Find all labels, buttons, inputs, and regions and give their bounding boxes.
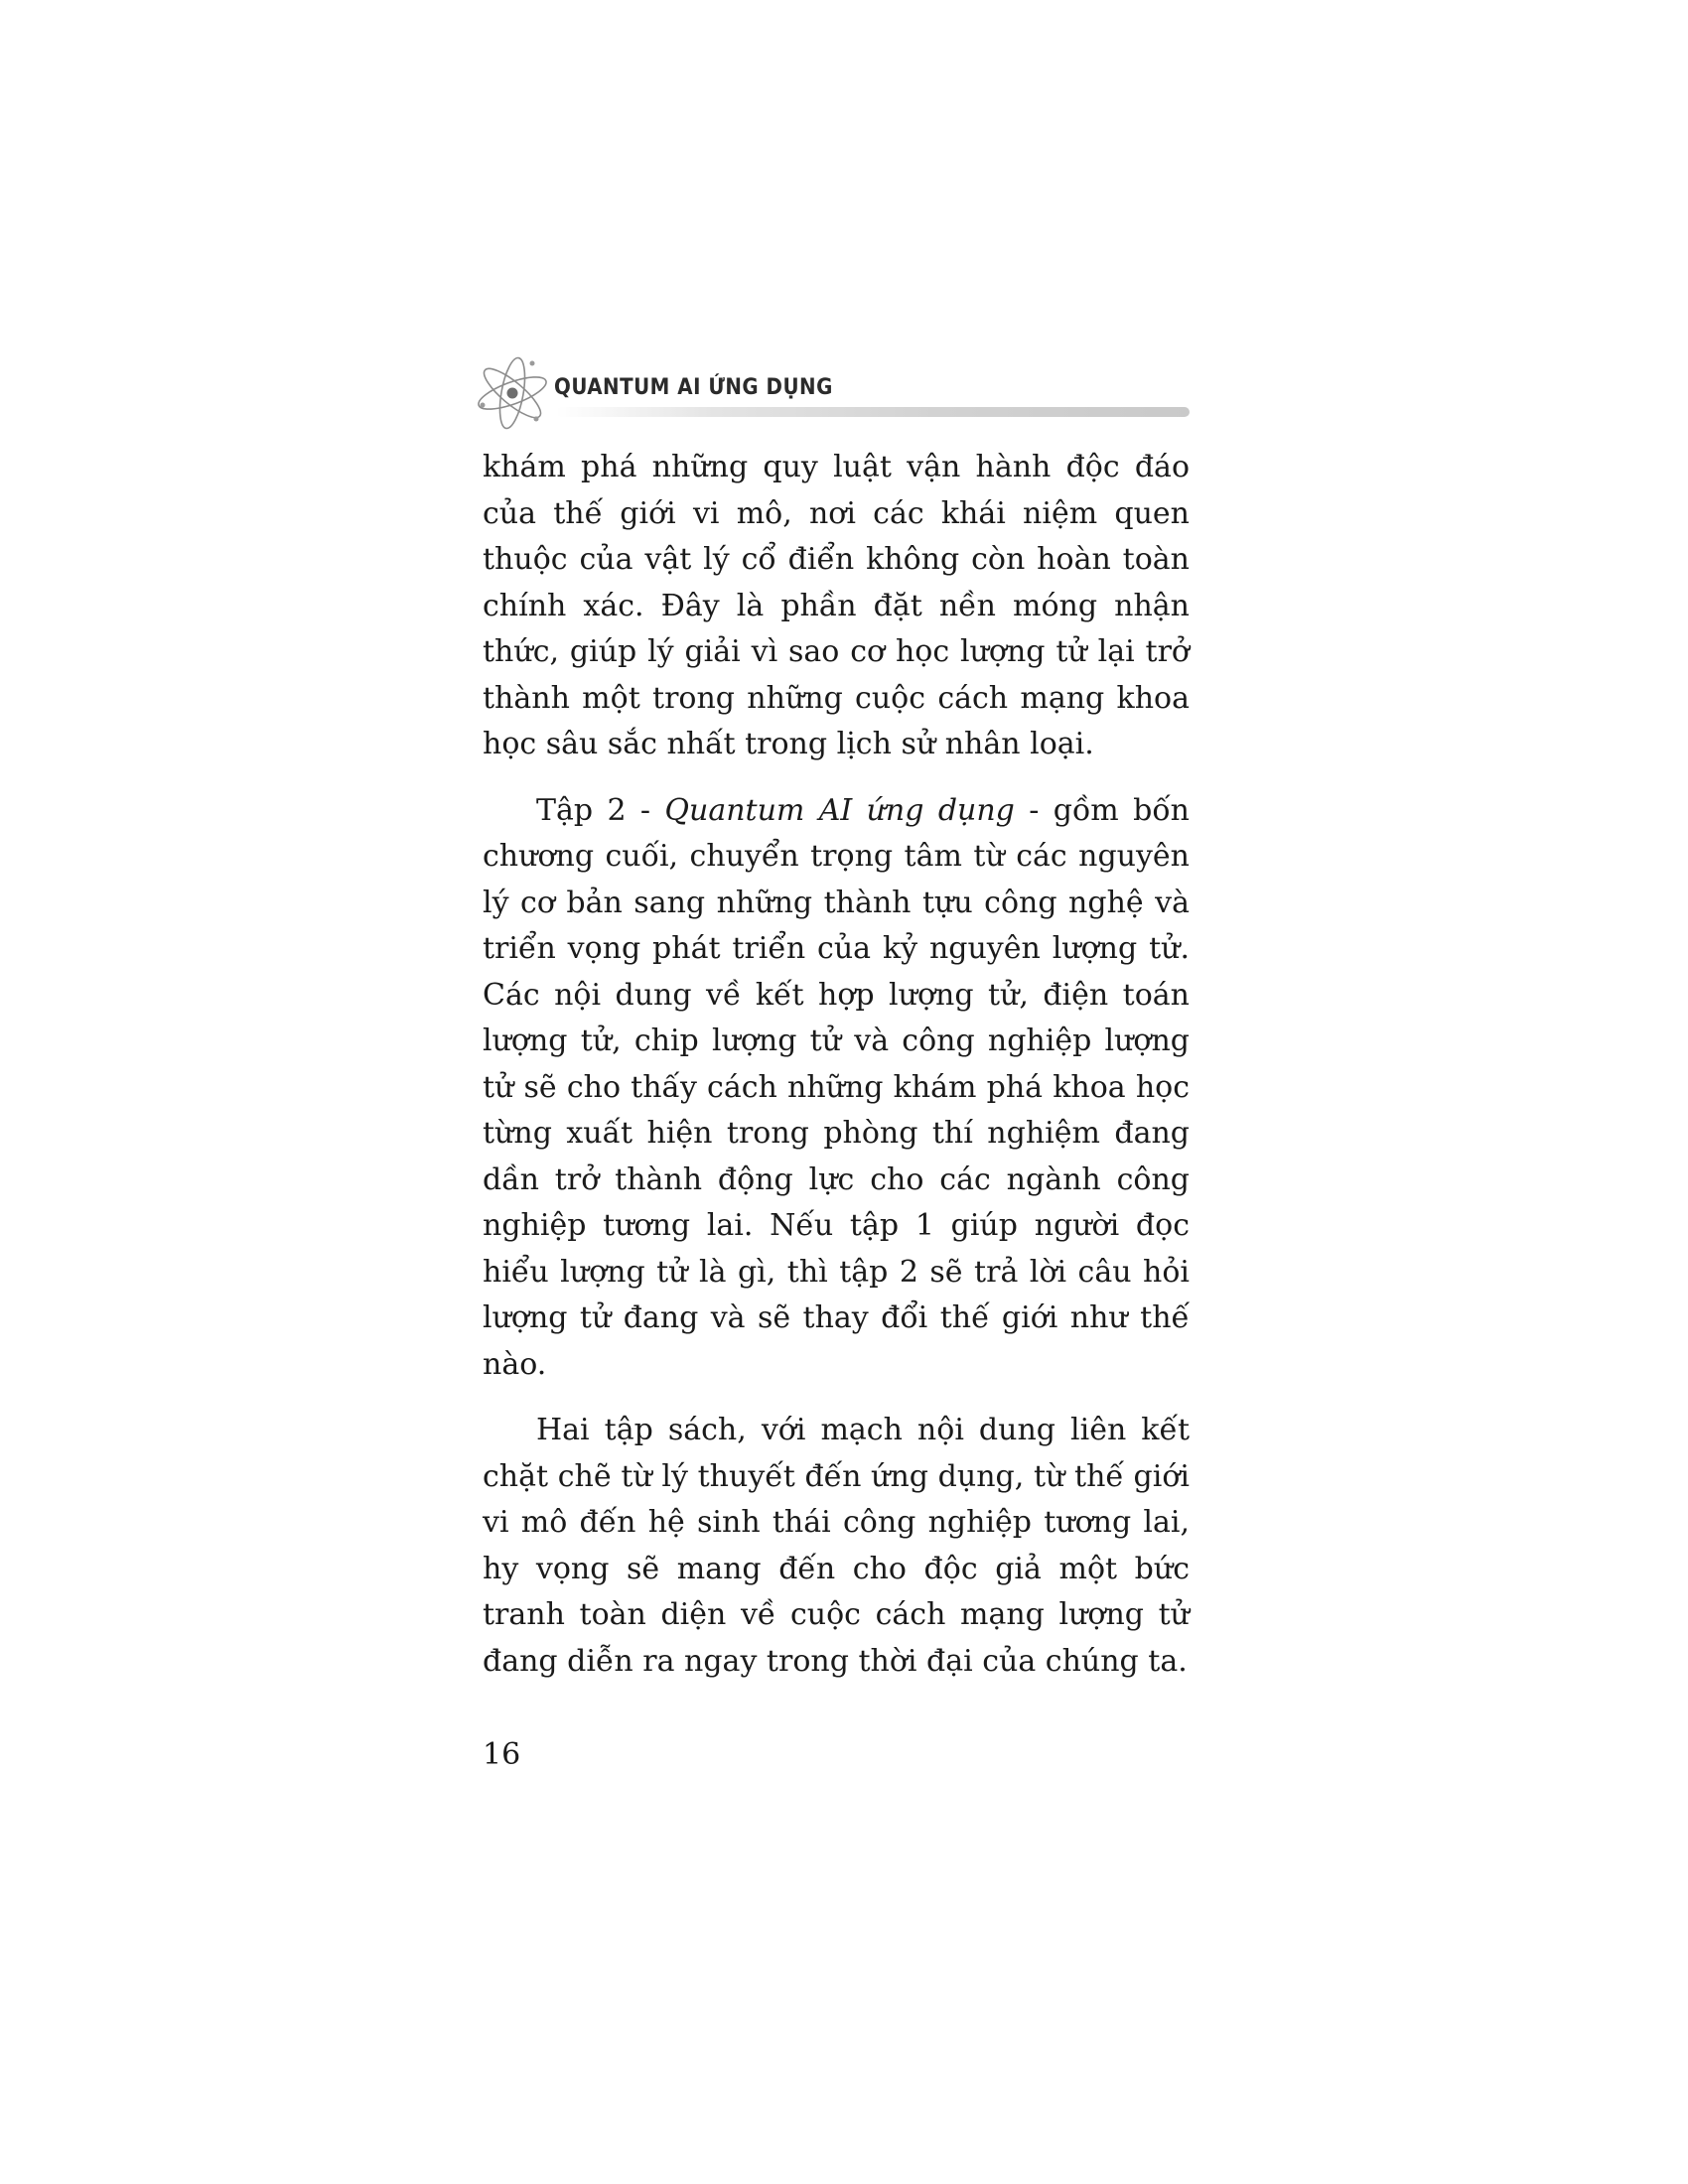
paragraph-3: Hai tập sách, với mạch nội dung liên kết chặt chẽ từ lý thuyết đến ứng dụng, từ thế giới vi mô đến hệ sinh thái công nghiệp tương lai, hy vọng sẽ mang đến cho độc giả một bức tranh toàn diện về cuộc cách mạng lượng tử đang diễn ra ngay trong thời đại của chúng ta. (483, 1413, 1190, 1679)
paragraph-2-lead: Tập 2 - (536, 792, 665, 828)
paragraph-2-rest: - gồm bốn chương cuối, chuyển trọng tâm từ các nguyên lý cơ bản sang những thành tựu công nghệ và triển vọng phát triển của kỷ nguyên lượng tử. Các nội dung về kết hợp lượng tử, điện toán lượng tử, chip lượng tử và công nghiệp lượng tử sẽ cho thấy cách những khám phá khoa học từng xuất hiện trong phòng thí nghiệm đang dần trở thành động lực cho các ngành công nghiệp tương lai. Nếu tập 1 giúp người đọc hiểu lượng tử là gì, thì tập 2 sẽ trả lời câu hỏi lượng tử đang và sẽ thay đổi thế giới như thế nào. (483, 792, 1190, 1382)
atom-icon (475, 353, 558, 433)
running-header-title: QUANTUM AI ỨNG DỤNG (554, 375, 833, 400)
page-number: 16 (483, 1737, 521, 1772)
header-rule (556, 407, 1190, 417)
running-header (475, 353, 1190, 433)
body-text (483, 445, 1190, 1685)
paragraph-2 (483, 788, 1190, 1389)
paragraph-1: khám phá những quy luật vận hành độc đáo của thế giới vi mô, nơi các khái niệm quen thuộc của vật lý cổ điển không còn hoàn toàn chính xác. Đây là phần đặt nền móng nhận thức, giúp lý giải vì sao cơ học lượng tử lại trở thành một trong những cuộc cách mạng khoa học sâu sắc nhất trong lịch sử nhân loại. (483, 450, 1190, 761)
volume-title: Quantum AI ứng dụng (664, 792, 1015, 828)
